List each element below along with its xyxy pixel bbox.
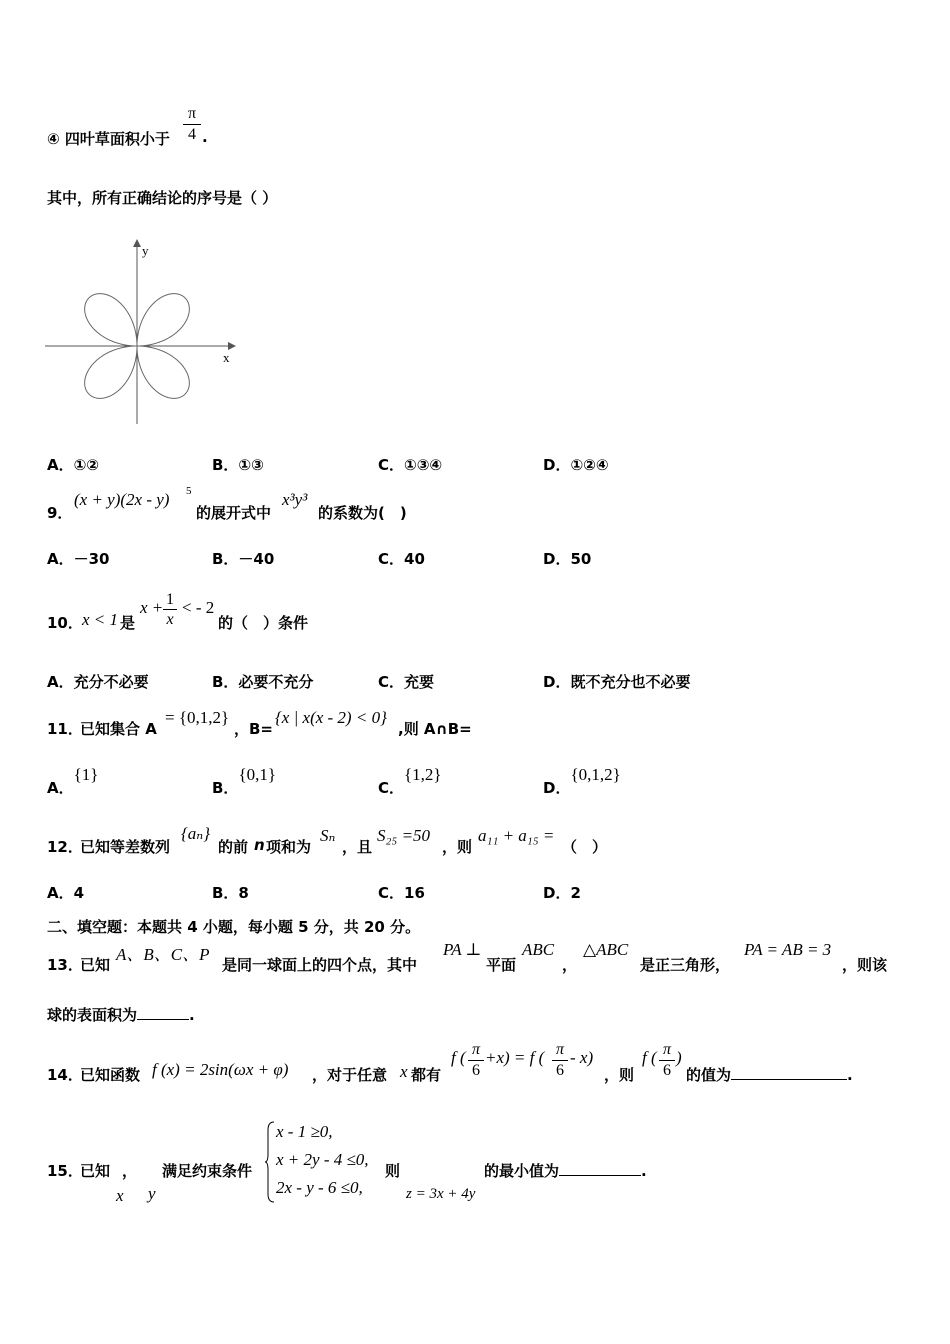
q11-option-c[interactable] (378, 764, 442, 797)
q13-tri (583, 940, 628, 960)
q14-plus-x (485, 1048, 544, 1068)
q14-minus-x (570, 1048, 593, 1068)
q13-comma: ， (562, 956, 578, 974)
q15-text1: 已知 (80, 1162, 111, 1180)
pi-over-4 (183, 104, 201, 145)
q10-option-d[interactable]: D．既不充分也不必要 (543, 673, 691, 691)
q9-option-d[interactable]: D．50 (543, 550, 592, 568)
q14-x (400, 1062, 408, 1082)
q14-text5-text: 的值为 (686, 1066, 732, 1084)
q14-pi-1: π (468, 1040, 484, 1061)
q14-ask-left-text: f ( (642, 1048, 657, 1067)
q11-setA (165, 708, 229, 728)
q13-plane-text: ABC (522, 940, 555, 959)
q15-text2: 满足约束条件 (162, 1162, 253, 1180)
q13-text4: 是正三角形， (640, 956, 731, 974)
q12-option-d[interactable]: D．2 (543, 884, 581, 902)
q15-y (148, 1184, 156, 1204)
q10-expr-left (140, 598, 163, 618)
q13-perp-text: PA ⊥ (443, 940, 482, 959)
q15-x (116, 1186, 124, 1206)
q15-z (406, 1184, 475, 1203)
q15-z-text: z = 3x + 4y (406, 1186, 476, 1202)
q12-expr-text: a₁₁ + a₁₅ = (478, 826, 555, 845)
q12-text4: ，且 (342, 838, 373, 856)
q10-option-c[interactable]: C．充要 (378, 673, 435, 691)
q15-left-brace (264, 1120, 276, 1204)
q8-option-a[interactable]: A．①② (47, 456, 100, 474)
q11-text2: ，B= (234, 720, 274, 738)
q15-c1 (276, 1122, 333, 1142)
q9-option-a[interactable]: A．－30 (47, 550, 110, 568)
q11-setA-text: = {0,1,2} (165, 708, 230, 727)
q8-option-d[interactable]: D．①②④ (543, 456, 609, 474)
q14-text5 (686, 1064, 853, 1085)
q15-answer-blank[interactable] (559, 1161, 641, 1176)
q14-cond-left (451, 1048, 466, 1068)
q12-sn (320, 826, 335, 846)
q13-text5: ，则该 (842, 956, 888, 974)
q8-item4 (47, 128, 170, 149)
x-axis-arrow (228, 342, 236, 350)
q15-c2 (276, 1150, 369, 1170)
q11-number: 11． (47, 720, 83, 738)
q9-expr-text: (x + y)(2x - y) (74, 490, 170, 509)
q13-line2 (47, 1004, 195, 1025)
graph-y-label: y (142, 243, 149, 258)
q10-expr-left-text: x + (140, 598, 164, 617)
q15-c3-text: 2x - y - 6 ≤0, (276, 1178, 363, 1197)
q14-number: 14． (47, 1066, 83, 1084)
q12-sn-text: Sₙ (320, 826, 336, 845)
q8-question: 其中，所有正确结论的序号是（ ） (47, 189, 278, 207)
q11-option-a-value: {1} (73, 765, 99, 784)
q12-text1: 已知等差数列 (80, 838, 171, 856)
q14-func-text: f (x) = 2sin(ωx + φ) (152, 1060, 289, 1079)
q14-text3: 都有 (411, 1066, 442, 1084)
q12-option-b[interactable]: B．8 (212, 884, 249, 902)
q13-text3: 平面 (486, 956, 517, 974)
q15-text4-text: 的最小值为 (484, 1162, 560, 1180)
q10-option-b[interactable]: B．必要不充分 (212, 673, 314, 691)
q14-text1: 已知函数 (80, 1066, 141, 1084)
q11-option-c-value: {1,2} (404, 765, 442, 784)
q11-text3: ,则 A∩B= (398, 720, 472, 738)
q10-text1: 是 (120, 614, 136, 632)
q12-text3: 项和为 (266, 838, 312, 856)
q12-text5: ，则 (442, 838, 473, 856)
pi-numerator: π (183, 104, 201, 125)
graph-x-label: x (223, 350, 230, 365)
y-axis-arrow (133, 239, 141, 247)
q11-text1: 已知集合 A (80, 720, 157, 738)
q10-cond-text: x < 1 (82, 610, 119, 629)
q11-option-b[interactable] (212, 764, 277, 797)
q10-expr-right-text: < - 2 (182, 598, 215, 617)
q11-option-b-label: B． (212, 779, 239, 797)
q11-option-a-label: A． (47, 779, 74, 797)
q14-x-text: x (400, 1062, 408, 1081)
q13-text2: 是同一球面上的四个点，其中 (222, 956, 418, 974)
q13-perp (443, 940, 482, 960)
q12-text6: （ ） (562, 838, 608, 856)
q9-option-c[interactable]: C．40 (378, 550, 425, 568)
q11-option-d[interactable] (543, 764, 621, 797)
q11-setB (275, 708, 387, 728)
q9-expr-exponent: 5 (186, 485, 192, 497)
q14-pi-2: π (552, 1040, 568, 1061)
q9-number: 9． (47, 504, 73, 522)
q10-frac-den: x (166, 611, 174, 628)
q13-end: . (189, 1006, 195, 1024)
q12-seq-text: {aₙ} (181, 824, 210, 843)
q15-text4 (484, 1160, 647, 1181)
q15-text3: 则 (385, 1162, 401, 1180)
q14-plus-x-text: +x) = f ( (485, 1048, 545, 1067)
q15-y-text: y (148, 1184, 156, 1203)
q9-option-b[interactable]: B．－40 (212, 550, 275, 568)
q14-cond-frac1 (468, 1040, 484, 1081)
q11-option-a[interactable] (47, 764, 99, 797)
q15-x-text: x (116, 1186, 124, 1205)
q11-option-b-value: {0,1} (238, 765, 277, 784)
q13-number: 13． (47, 956, 83, 974)
q13-answer-blank[interactable] (137, 1005, 189, 1020)
q14-ask-frac (659, 1040, 675, 1081)
q9-expr (74, 490, 169, 510)
q12-n: n (254, 836, 265, 854)
q14-six-3: 6 (663, 1062, 671, 1079)
q13-plane (522, 940, 554, 960)
q13-line2-text: 球的表面积为 (47, 1006, 138, 1024)
q14-ask-right-text: ) (676, 1048, 682, 1067)
q14-end: . (847, 1066, 853, 1084)
q12-option-c[interactable]: C．16 (378, 884, 425, 902)
q10-number: 10． (47, 614, 83, 632)
q13-points-text: A、B、C、P (116, 945, 210, 964)
q14-answer-blank[interactable] (731, 1065, 847, 1080)
q10-expr-right (182, 598, 214, 618)
q12-cond-text: S₂₅ =50 (377, 826, 431, 845)
q12-number: 12． (47, 838, 83, 856)
q13-points (116, 940, 210, 965)
q14-text2: ，对于任意 (312, 1066, 388, 1084)
q13-eq (744, 940, 831, 960)
q11-option-c-label: C． (378, 779, 405, 797)
q15-c1-text: x - 1 ≥0, (276, 1122, 333, 1141)
q12-cond (377, 826, 430, 846)
q15-end: . (641, 1162, 647, 1180)
q14-six-1: 6 (472, 1062, 480, 1079)
q12-text2: 的前 (218, 838, 249, 856)
q10-option-a[interactable]: A．充分不必要 (47, 673, 149, 691)
q11-option-d-value: {0,1,2} (570, 765, 621, 784)
q10-frac-num: 1 (163, 590, 177, 610)
section2-heading: 二、填空题：本题共 4 小题，每小题 5 分，共 20 分。 (47, 918, 421, 936)
q8-option-b[interactable]: B．①③ (212, 456, 264, 474)
q14-text4: ，则 (604, 1066, 635, 1084)
q14-cond-frac2 (552, 1040, 568, 1081)
q9-term (282, 490, 307, 510)
q15-number: 15． (47, 1162, 83, 1180)
q8-option-c[interactable]: C．①③④ (378, 456, 443, 474)
q15-c2-text: x + 2y - 4 ≤0, (276, 1150, 369, 1169)
q11-setB-text: {x | x(x - 2) < 0} (275, 708, 387, 727)
q10-fraction (163, 590, 177, 629)
q15-comma: ， (122, 1162, 138, 1180)
q14-ask-left (642, 1048, 657, 1068)
q13-tri-text: △ABC (583, 940, 629, 959)
q13-eq-text: PA = AB = 3 (744, 940, 832, 959)
q9-term-text: x³y³ (282, 490, 308, 509)
four-leaf-clover-graph (42, 238, 242, 428)
q11-option-d-label: D． (543, 779, 571, 797)
q14-ask-right (676, 1048, 682, 1068)
q14-six-2: 6 (556, 1062, 564, 1079)
q13-text1: 已知 (80, 956, 111, 974)
q14-pi-3: π (659, 1040, 675, 1061)
four-denominator: 4 (188, 126, 196, 143)
q14-minus-x-text: - x) (570, 1048, 594, 1067)
q12-expr (478, 826, 554, 846)
q10-cond (82, 610, 118, 630)
q14-cond-left-text: f ( (451, 1048, 466, 1067)
q15-c3 (276, 1178, 363, 1198)
q9-text2: 的系数为( ) (318, 504, 407, 522)
q10-text2: 的（ ）条件 (218, 614, 309, 632)
q12-option-a[interactable]: A．4 (47, 884, 85, 902)
q8-item4-prefix: ④ 四叶草面积小于 (47, 130, 170, 148)
q8-item4-period: . (202, 128, 208, 146)
q9-text1: 的展开式中 (196, 504, 272, 522)
q12-seq (181, 824, 210, 844)
q14-func (152, 1060, 288, 1080)
